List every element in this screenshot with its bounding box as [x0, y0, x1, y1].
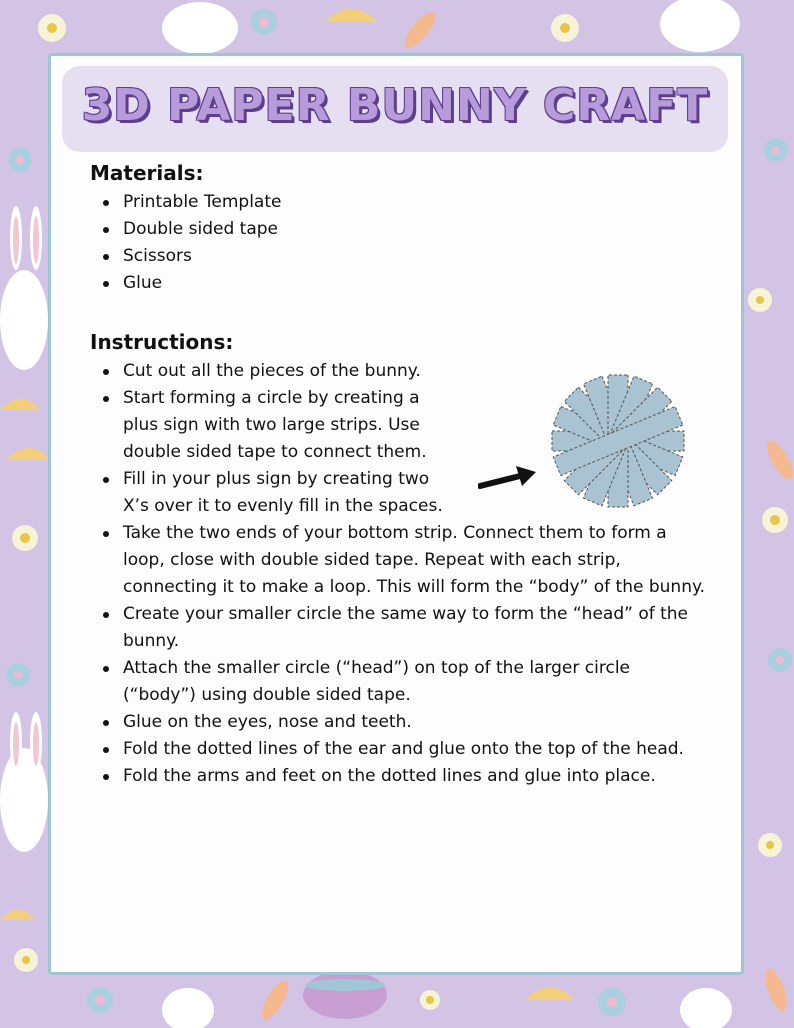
- page-title: 3D PAPER BUNNY CRAFT: [81, 80, 709, 131]
- list-item: Create your smaller circle the same way to form the “head” of the bunny.: [100, 601, 708, 655]
- materials-heading: Materials:: [90, 161, 204, 185]
- list-item: Attach the smaller circle (“head”) on top of the larger circle (“body”) using double sided tape.: [100, 655, 708, 709]
- paper-strip-circle-illustration: [550, 373, 686, 509]
- list-item: Take the two ends of your bottom strip. Connect them to form a loop, close with double sided tape. Repeat with each strip, connecting it to make a loop. This will form the “body” of the bunny.: [100, 520, 708, 601]
- list-item: Glue: [100, 270, 281, 297]
- list-item: Start forming a circle by creating a plus sign with two large strips. Use double sided tape to connect them.: [100, 385, 453, 466]
- list-item: Glue on the eyes, nose and teeth.: [100, 709, 708, 736]
- list-item: Fold the arms and feet on the dotted lines and glue into place.: [100, 763, 708, 790]
- list-item: Cut out all the pieces of the bunny.: [100, 358, 453, 385]
- instructions-heading: Instructions:: [90, 330, 234, 354]
- arrow-right-icon: [478, 462, 538, 492]
- list-item: Fold the dotted lines of the ear and glue onto the top of the head.: [100, 736, 708, 763]
- list-item: Printable Template: [100, 189, 281, 216]
- list-item: Double sided tape: [100, 216, 281, 243]
- materials-list: [100, 189, 281, 297]
- list-item: Fill in your plus sign by creating two X’s over it to evenly fill in the spaces.: [100, 466, 453, 520]
- list-item: Scissors: [100, 243, 281, 270]
